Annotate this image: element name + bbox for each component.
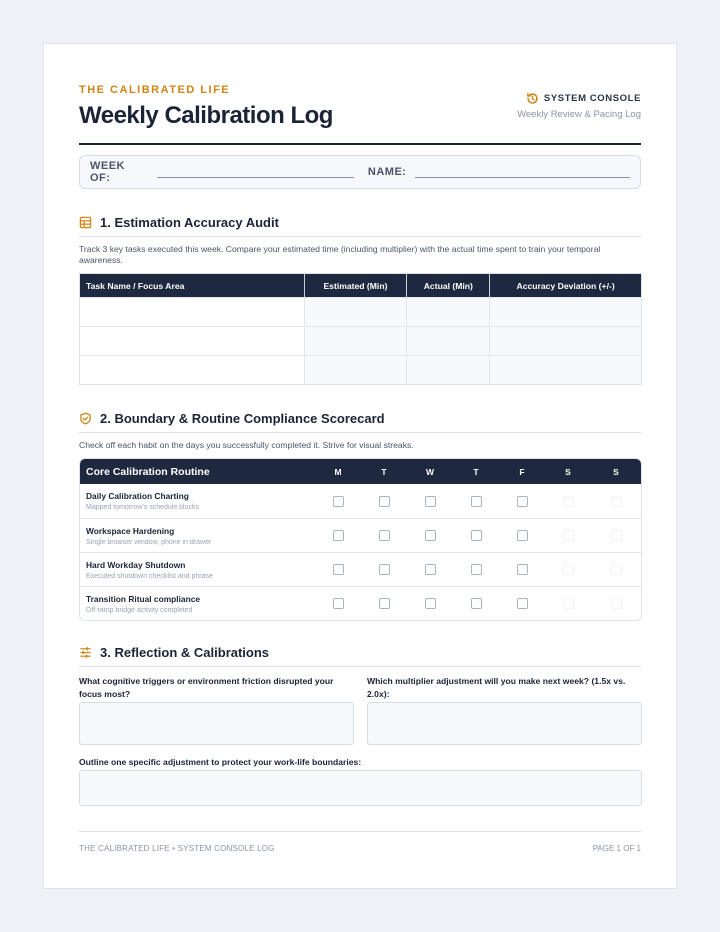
header-divider: [79, 143, 641, 145]
estimated-cell[interactable]: [304, 356, 407, 385]
checkbox-cell: [315, 496, 361, 507]
checkbox-cell: [499, 598, 545, 609]
section-2-description: Check off each habit on the days you successfully completed it. Strive for visual streaks.: [79, 440, 414, 450]
day-header-wed: W: [425, 466, 435, 477]
checkbox-cell: [499, 496, 545, 507]
habit-day-checkbox[interactable]: [471, 496, 482, 507]
checkbox-cell: [499, 564, 545, 575]
checkbox-cell: [361, 530, 407, 541]
triggers-answer-box[interactable]: [79, 702, 354, 745]
checkbox-cell: [591, 598, 641, 609]
footer-left-text: THE CALIBRATED LIFE • SYSTEM CONSOLE LOG: [79, 844, 275, 853]
day-header-mon: M: [334, 466, 342, 477]
boundaries-answer-box[interactable]: [79, 770, 642, 806]
habit-day-checkbox[interactable]: [471, 598, 482, 609]
section-3-header: [79, 645, 641, 667]
deviation-cell[interactable]: [490, 356, 642, 385]
habit-info: [80, 526, 315, 546]
habit-description: Mapped tomorrow's schedule blocks: [86, 504, 200, 511]
habit-day-checkbox[interactable]: [333, 564, 344, 575]
shield-check-icon: [79, 412, 92, 425]
question-boundaries: Outline one specific adjustment to protect your work-life boundaries:: [79, 757, 362, 767]
habit-day-checkbox[interactable]: [333, 598, 344, 609]
habit-info: [80, 594, 315, 614]
section-3-title: 3. Reflection & Calibrations: [100, 645, 270, 660]
habit-day-checkbox[interactable]: [379, 598, 390, 609]
habit-day-checkbox[interactable]: [425, 530, 436, 541]
habit-day-checkbox[interactable]: [563, 598, 574, 609]
habit-day-checkbox[interactable]: [611, 564, 622, 575]
section-2-header: [79, 411, 641, 433]
habit-day-checkbox[interactable]: [517, 496, 528, 507]
checkbox-cell: [591, 530, 641, 541]
console-subtitle: Weekly Review & Pacing Log: [517, 109, 641, 120]
scorecard-header: [80, 459, 641, 484]
habit-day-checkbox[interactable]: [425, 564, 436, 575]
habit-day-checkbox[interactable]: [425, 496, 436, 507]
col-deviation: Accuracy Deviation (+/-): [490, 274, 642, 298]
day-header-tue: T: [381, 466, 387, 477]
page-number: PAGE 1 OF 1: [592, 844, 641, 853]
deviation-cell[interactable]: [490, 298, 642, 327]
habit-description: Executed shutdown checklist and phrase: [86, 572, 213, 580]
section-2-title: 2. Boundary & Routine Compliance Scorecard: [100, 411, 385, 426]
checkbox-cell: [315, 598, 361, 609]
sliders-icon: [79, 646, 92, 659]
habit-day-checkbox[interactable]: [563, 496, 574, 507]
habit-name: Transition Ritual compliance: [86, 593, 201, 604]
checkbox-cell: [453, 530, 499, 541]
habit-day-checkbox[interactable]: [517, 530, 528, 541]
task-name-cell[interactable]: [80, 327, 305, 356]
week-name-box: [79, 155, 641, 189]
history-icon: [526, 92, 539, 105]
habit-name: Hard Workday Shutdown: [86, 559, 186, 570]
habit-day-checkbox[interactable]: [379, 564, 390, 575]
actual-cell[interactable]: [407, 356, 490, 385]
checkbox-cell: [361, 564, 407, 575]
habit-info: [80, 491, 315, 511]
habit-day-checkbox[interactable]: [379, 496, 390, 507]
week-of-label: WEEK OF:: [90, 160, 125, 184]
estimated-cell[interactable]: [304, 327, 407, 356]
habit-day-checkbox[interactable]: [471, 530, 482, 541]
log-page: [43, 43, 677, 889]
checkbox-cell: [407, 530, 453, 541]
habit-name: Daily Calibration Charting: [86, 491, 189, 501]
table-icon: [79, 216, 92, 229]
checkbox-cell: [453, 598, 499, 609]
habit-row: [80, 586, 641, 620]
col-estimated: Estimated (Min): [304, 274, 407, 298]
habit-day-checkbox[interactable]: [471, 564, 482, 575]
section-1-header: [79, 215, 641, 237]
checkbox-cell: [545, 496, 591, 507]
habit-row: [80, 552, 641, 586]
section-1-title: 1. Estimation Accuracy Audit: [100, 215, 279, 230]
week-of-field[interactable]: [157, 177, 354, 178]
habit-day-checkbox[interactable]: [333, 530, 344, 541]
checkbox-cell: [545, 598, 591, 609]
page-title: Weekly Calibration Log: [79, 102, 333, 129]
table-row: [80, 327, 642, 356]
name-label: NAME:: [367, 166, 407, 178]
habit-day-checkbox[interactable]: [563, 564, 574, 575]
task-name-cell[interactable]: [80, 298, 305, 327]
checkbox-cell: [407, 598, 453, 609]
checkbox-cell: [453, 496, 499, 507]
estimated-cell[interactable]: [304, 298, 407, 327]
checkbox-cell: [545, 530, 591, 541]
compliance-scorecard: [79, 458, 642, 621]
console-label: SYSTEM CONSOLE: [543, 93, 641, 104]
habit-day-checkbox[interactable]: [517, 564, 528, 575]
habit-day-checkbox[interactable]: [517, 598, 528, 609]
habit-day-checkbox[interactable]: [425, 598, 436, 609]
question-triggers: What cognitive triggers or environment friction disrupted your focus most?: [79, 676, 334, 699]
routine-header: Core Calibration Routine: [86, 465, 210, 478]
footer-divider: [79, 831, 641, 832]
section-1-description: Track 3 key tasks executed this week. Compare your estimated time (including multiplier) with the actual time spent to train your temporal awareness.: [79, 244, 601, 265]
col-task-name: Task Name / Focus Area: [80, 274, 305, 298]
habit-day-checkbox[interactable]: [611, 496, 622, 507]
habit-info: [80, 560, 315, 580]
checkbox-cell: [591, 496, 641, 507]
accuracy-audit-table: [79, 273, 642, 385]
habit-description: Single browser window, phone in drawer: [86, 538, 212, 546]
checkbox-cell: [315, 564, 361, 575]
question-multiplier: Which multiplier adjustment will you make next week? (1.5x vs. 2.0x):: [367, 676, 626, 699]
checkbox-cell: [407, 496, 453, 507]
checkbox-cell: [407, 564, 453, 575]
checkbox-cell: [361, 496, 407, 507]
multiplier-answer-box[interactable]: [367, 702, 642, 745]
checkbox-cell: [453, 564, 499, 575]
table-row: [80, 356, 642, 385]
day-header-sat: S: [565, 466, 571, 477]
habit-name: Workspace Hardening: [86, 525, 175, 536]
checkbox-cell: [591, 564, 641, 575]
habit-day-checkbox[interactable]: [563, 530, 574, 541]
habit-row: [80, 518, 641, 552]
habit-day-checkbox[interactable]: [611, 598, 622, 609]
habit-description: Off-ramp bridge activity completed: [86, 606, 193, 614]
habit-row: [80, 484, 641, 518]
name-field[interactable]: [415, 177, 630, 178]
system-console-block: [517, 92, 641, 120]
table-row: [80, 298, 642, 327]
actual-cell[interactable]: [407, 298, 490, 327]
day-header-thu: T: [473, 466, 479, 477]
brand-label: THE CALIBRATED LIFE: [79, 84, 231, 96]
deviation-cell[interactable]: [490, 327, 642, 356]
checkbox-cell: [315, 530, 361, 541]
habit-day-checkbox[interactable]: [333, 496, 344, 507]
habit-day-checkbox[interactable]: [611, 530, 622, 541]
actual-cell[interactable]: [407, 327, 490, 356]
day-header-fri: F: [519, 466, 525, 477]
checkbox-cell: [499, 530, 545, 541]
checkbox-cell: [361, 598, 407, 609]
day-header-sun: S: [613, 466, 619, 477]
task-name-cell[interactable]: [80, 356, 305, 385]
checkbox-cell: [545, 564, 591, 575]
habit-day-checkbox[interactable]: [379, 530, 390, 541]
col-actual: Actual (Min): [407, 274, 490, 298]
